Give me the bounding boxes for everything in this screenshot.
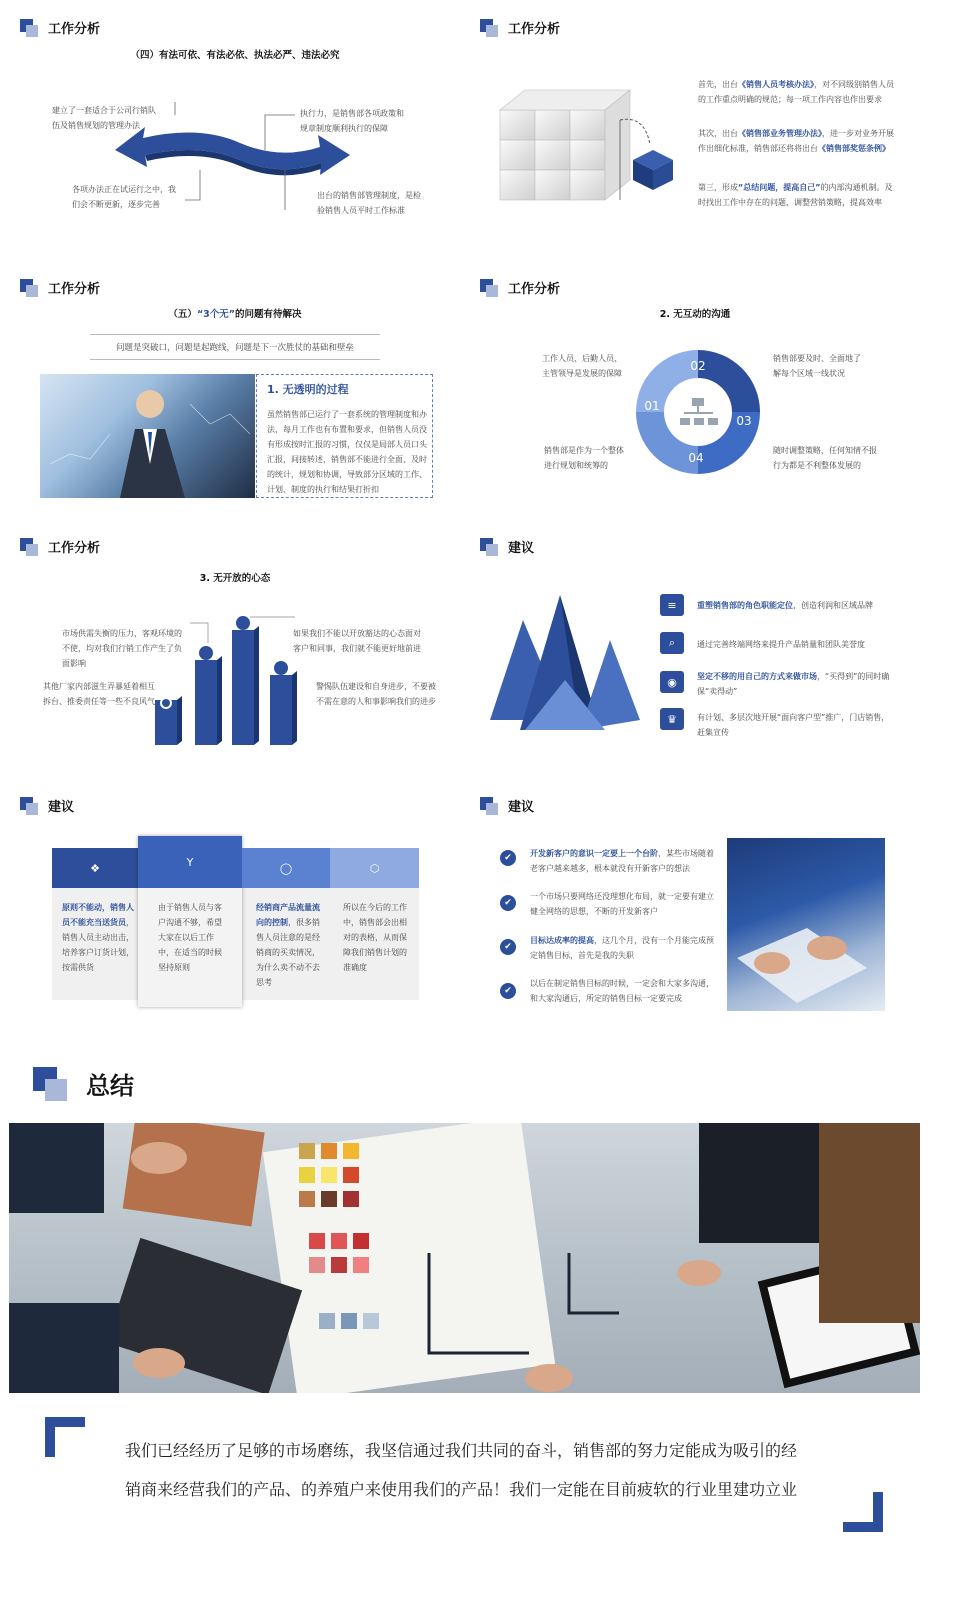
cocktail-icon: Y (138, 836, 242, 888)
slide5-title: 工作分析 (48, 541, 101, 556)
logo-squares-icon (20, 19, 38, 37)
slide6-item3: 坚定不移的用自己的方式来做市场，“买得到”的同时确保“卖得动” (697, 672, 890, 696)
lightbulb-icon: ◯ (242, 848, 330, 888)
slide5-bottom-left: 其他厂家内部滋生弄暴延着相互拆台、推委责任等一些不良风气 (43, 682, 155, 706)
slide2-title: 工作分析 (508, 22, 561, 37)
slide1-subtitle: （四）有法可依、有法必依、执法必严、违法必究 (130, 50, 340, 61)
align-icon: ≡ (660, 594, 684, 616)
slide1-title: 工作分析 (48, 22, 101, 37)
slide6-item2: 通过完善终端网络来提升产品销量和团队美誉度 (697, 640, 865, 649)
logo-squares-icon (20, 797, 38, 815)
slide2-header (480, 18, 560, 37)
slide3-subtitle: （五）“3个无”的问题有待解决 (168, 309, 302, 320)
handshake-photo (727, 838, 885, 1011)
summary-title: 总结 (86, 1072, 134, 1100)
slide4-subtitle: 2. 无互动的沟通 (659, 309, 731, 320)
palette-icon: ◉ (660, 671, 684, 693)
slide4-top-right: 销售部要及时、全面地了解每个区域一线状况 (773, 354, 861, 378)
slide1-header (20, 18, 100, 37)
slide2-para2: 其次，出台《销售部业务管理办法》，进一步对业务开展作出细化标准，销售部还将将出台《销售部奖惩条例》 (698, 129, 894, 153)
cycle-label-03: 03 (736, 414, 752, 428)
check-icon: ✔ (500, 983, 516, 999)
slide4-bottom-left: 销售部是作为一个整体进行规划和统筹的 (544, 446, 624, 470)
cycle-label-02: 02 (690, 359, 706, 373)
cube-stack-icon (495, 85, 680, 205)
slide6-item4: 有计划、多层次地开展“面向客户型”推广，门店销售，赶集宣传 (697, 713, 890, 737)
slide4-title: 工作分析 (508, 282, 561, 297)
slide8-header (480, 796, 534, 815)
slide3-header (20, 278, 100, 297)
dropbox-icon: ❖ (52, 848, 138, 888)
logo-squares-icon (480, 279, 498, 297)
slide8-item4: 以后在制定销售目标的时候，一定会和大家多沟通，和大家沟通后，所定的销售目标一定要完成 (530, 979, 714, 1003)
check-icon: ✔ (500, 850, 516, 866)
slide1-left-bottom: 各项办法正在试运行之中，我们会不断更新，逐步完善 (72, 185, 176, 209)
slide5-top-left: 市场供需失衡的压力，客观环境的不使，均对我们行销工作产生了负面影响 (62, 629, 182, 668)
slide7-col1: 原则不能动，销售人员不能充当送货员，销售人员主动出击，培养客户订货计划，按需供货 (62, 903, 134, 972)
slide1-right-bottom: 出台的销售部管理制度，是检验销售人员平时工作标准 (317, 191, 421, 215)
slide4-top-left: 工作人员、后勤人员、主管领导是发展的保障 (542, 354, 622, 378)
slide6-item1: 重塑销售部的角色职能定位，创造利润和区域品牌 (697, 601, 873, 610)
slide8-item1: 开发新客户的意识一定要上一个台阶，某些市场随着老客户越来越多，根本就没有开新客户的想法 (530, 849, 714, 873)
cycle-label-04: 04 (688, 451, 704, 465)
businessman-photo (40, 374, 255, 498)
cube-icon: ⬡ (330, 848, 419, 888)
slide3-heading: 1. 无透明的过程 (267, 383, 349, 396)
logo-squares-icon (480, 538, 498, 556)
slide4-header (480, 278, 560, 297)
logo-squares-icon (20, 279, 38, 297)
check-icon: ✔ (500, 895, 516, 911)
logo-squares-icon (20, 538, 38, 556)
summary-line1: 我们已经经历了足够的市场磨练，我坚信通过我们共同的奋斗，销售部的努力定能成为吸引的经 (125, 1441, 798, 1460)
slide3-textbox (256, 374, 433, 498)
check-icon: ✔ (500, 939, 516, 955)
slide4-bottom-right: 随时调整策略，任何知情不报行为都是不利整体发展的 (773, 446, 877, 470)
bracket-top-left-icon (45, 1417, 85, 1457)
search-icon: ⌕ (660, 632, 684, 654)
slide3-banner: 问题是突破口，问题是起跑线，问题是下一次胜仗的基础和壁垒 (90, 334, 380, 360)
team-meeting-photo (9, 1123, 920, 1393)
slide7-col3: 经销商产品流量流向的控制，很多销售人员注意的是经销商的买卖情况，为什么卖不动不去思考 (256, 903, 320, 987)
cycle-label-01: 01 (644, 399, 660, 413)
slide8-item2: 一个市场只要网络还没理想化布局，就一定要有建立健全网络的思想，不断的开发新客户 (530, 892, 714, 916)
slide6-title: 建议 (508, 541, 535, 556)
slide5-bottom-right: 警惕队伍建设和自身进步，不要被不需在意的人和事影响我们的进步 (316, 682, 436, 706)
summary-logo-icon (33, 1067, 67, 1101)
mountain-triangles-graphic (485, 590, 645, 740)
slide7-col2: 由于销售人员与客户沟通不够，希望大家在以后工作中，在适当的时候坚持原则 (158, 903, 222, 972)
slide5-header (20, 537, 100, 556)
slide1-left-top: 建立了一套适合于公司行销队伍及销售规划的管理办法 (52, 106, 156, 130)
summary-line2: 销商来经营我们的产品、的养殖户来使用我们的产品！我们一定能在目前疲软的行业里建功立业 (125, 1480, 798, 1499)
slide5-subtitle: 3. 无开放的心态 (199, 573, 271, 584)
logo-squares-icon (480, 19, 498, 37)
slide7-header (20, 796, 74, 815)
slide1-right-top: 执行力，是销售部各项政策和规章制度顺利执行的保障 (300, 109, 404, 133)
slide2-para3: 第三，形成“总结问题，提高自己”的内部沟通机制。及时找出工作中存在的问题，调整营销策略，提高效率 (698, 183, 893, 207)
cycle-diagram (628, 342, 768, 482)
slide2-para1: 首先，出台《销售人员考核办法》，对不同级别销售人员的工作重点明确的规范；每一项工作内容也作出要求 (698, 80, 894, 104)
slide7-title: 建议 (48, 800, 75, 815)
logo-squares-icon (480, 797, 498, 815)
slide3-body: 虽然销售部已运行了一套系统的管理制度和办法，每月工作也有布置和要求，但销售人员没有形成按时汇报的习惯，仅仅是局部人员口头汇报，间接转述，销售部不能进行全面、及时的统计，规划和协调，导致部分区域的工作、计划、制度的执行和结果打折扣 (267, 410, 427, 494)
slide8-item3: 目标达成率的提高，这几个月，没有一个月能完成预定销售目标，首先是我的失职 (530, 936, 714, 960)
slide3-title: 工作分析 (48, 282, 101, 297)
slide6-header (480, 537, 534, 556)
slide5-top-right: 如果我们不能以开放豁达的心态面对客户和同事，我们就不能更好地前进 (293, 629, 421, 653)
slide8-title: 建议 (508, 800, 535, 815)
bracket-bottom-right-icon (843, 1492, 883, 1532)
trophy-icon: ♛ (660, 708, 684, 730)
slide7-col4: 所以在今后的工作中，销售部会出相对的表格，从而保障我们销售计划的准确度 (343, 903, 407, 972)
